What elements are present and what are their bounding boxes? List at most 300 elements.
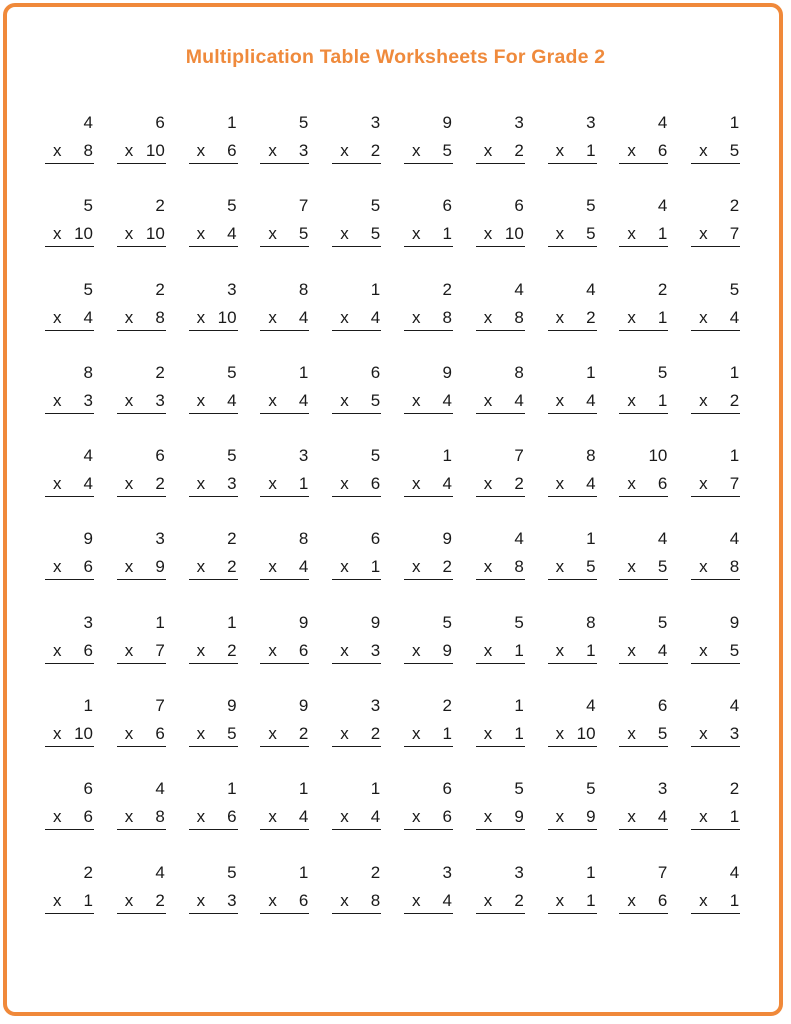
multiplier: 4 [227,224,237,244]
multiplicand: 4 [729,696,740,716]
multiplicand: 3 [514,862,524,882]
multiplier: 1 [370,557,381,577]
multiplicand: 1 [442,446,452,466]
problem-item [619,863,668,946]
problem-item [404,613,453,696]
multiply-sign: x [699,141,708,160]
multiply-sign: x [340,807,349,827]
multiplier: 10 [74,224,93,244]
answer-line [189,141,238,164]
multiplicand: 4 [514,529,524,549]
problem-item [548,529,597,612]
page-title: Multiplication Table Worksheets For Grade 2 [185,46,606,68]
answer-line [45,391,94,414]
multiplicand: 1 [227,779,237,799]
multiplier: 7 [155,640,165,660]
answer-line [189,641,238,664]
multiplicand: 4 [657,196,668,216]
multiply-sign: x [268,390,277,410]
multiplier: 6 [83,557,93,577]
multiplicand: 5 [370,446,381,466]
multiplier: 2 [442,557,452,577]
multiplier: 4 [442,390,452,410]
problem-item [476,280,525,363]
problem-item [691,613,740,696]
answer-line [117,141,166,164]
multiplier: 5 [657,724,668,744]
multiplicand: 5 [298,113,309,132]
multiplier: 1 [586,141,596,160]
answer-line [404,724,453,747]
multiplier: 5 [227,724,237,744]
problem-item [691,280,740,363]
multiplier: 2 [729,390,740,410]
problem-item [332,196,381,279]
multiplier: 3 [155,390,165,410]
multiplicand: 3 [155,529,165,549]
answer-line [117,724,166,747]
multiplier: 1 [586,890,596,910]
multiplier: 8 [155,307,165,327]
multiplicand: 9 [442,529,452,549]
problem-item [691,196,740,279]
multiplicand: 7 [657,862,668,882]
answer-line [619,474,668,497]
multiplicand: 8 [83,362,93,382]
problem-item [476,696,525,779]
multiplier: 2 [370,141,381,160]
multiplier: 4 [586,474,596,494]
multiplicand: 9 [370,612,381,632]
multiplicand: 8 [298,529,309,549]
problem-item [619,196,668,279]
multiplicand: 1 [227,113,237,132]
answer-line [476,141,525,164]
answer-line [189,724,238,747]
problem-item [260,113,309,196]
problem-item [260,196,309,279]
answer-line [45,641,94,664]
multiplier: 6 [298,640,309,660]
answer-line [476,308,525,331]
answer-line [691,474,740,497]
problem-item [476,113,525,196]
multiplier: 4 [442,890,452,910]
problem-item [476,779,525,862]
multiplier: 3 [227,890,237,910]
problem-item [45,113,94,196]
multiply-sign: x [627,557,636,577]
multiplier: 1 [657,390,668,410]
answer-line [691,724,740,747]
multiply-sign: x [196,141,206,160]
multiplier: 6 [298,890,309,910]
multiplicand: 3 [227,279,237,299]
multiply-sign: x [483,890,493,910]
multiply-sign: x [483,474,493,494]
multiply-sign: x [555,890,565,910]
answer-line [332,557,381,580]
problem-item [476,863,525,946]
multiply-sign: x [555,224,565,244]
problem-item [548,446,597,529]
answer-line [691,891,740,914]
problem-item [404,863,453,946]
problem-item [619,363,668,446]
problem-item [45,863,94,946]
problem-item [45,363,94,446]
answer-line [404,891,453,914]
multiply-sign: x [483,724,493,744]
multiply-sign: x [268,224,277,244]
multiply-sign: x [483,807,493,827]
answer-line [45,474,94,497]
multiplier: 4 [586,390,596,410]
multiplier: 5 [729,640,740,660]
problem-item [189,613,238,696]
problem-item [691,863,740,946]
multiplicand: 5 [83,279,93,299]
multiplicand: 8 [514,362,524,382]
multiplier: 5 [370,224,381,244]
problem-item [45,529,94,612]
problem-item [45,196,94,279]
multiplicand: 4 [657,529,668,549]
multiply-sign: x [268,557,277,577]
answer-line [117,807,166,830]
multiplier: 6 [83,640,93,660]
multiply-sign: x [340,640,349,660]
answer-line [548,724,597,747]
answer-line [117,557,166,580]
multiplier: 8 [83,141,93,160]
problem-item [404,696,453,779]
answer-line [45,557,94,580]
answer-line [260,391,309,414]
answer-line [619,308,668,331]
multiplicand: 9 [442,362,452,382]
multiplier: 5 [657,557,668,577]
multiplier: 8 [370,890,381,910]
multiply-sign: x [483,390,493,410]
multiplier: 6 [83,807,93,827]
problem-item [117,696,166,779]
multiply-sign: x [411,890,421,910]
answer-line [332,308,381,331]
multiplier: 1 [586,640,596,660]
answer-line [619,557,668,580]
multiplicand: 5 [586,196,596,216]
multiplicand: 2 [729,196,740,216]
answer-line [332,391,381,414]
multiplicand: 2 [155,362,165,382]
multiplier: 4 [370,807,381,827]
multiplier: 9 [442,640,452,660]
problem-item [189,196,238,279]
problem-item [619,280,668,363]
answer-line [332,141,381,164]
multiplier: 4 [370,307,381,327]
multiplier: 8 [514,307,524,327]
multiply-sign: x [196,307,206,327]
multiply-sign: x [268,141,277,160]
answer-line [476,557,525,580]
multiply-sign: x [196,724,206,744]
problem-item [189,696,238,779]
multiplier: 2 [298,724,309,744]
multiply-sign: x [53,390,62,410]
answer-line [691,308,740,331]
multiply-sign: x [411,224,421,244]
multiplicand: 2 [729,779,740,799]
multiply-sign: x [268,474,277,494]
answer-line [404,141,453,164]
multiplicand: 4 [729,862,740,882]
answer-line [189,891,238,914]
problem-item [548,613,597,696]
multiply-sign: x [555,474,565,494]
answer-line [691,641,740,664]
answer-line [404,391,453,414]
multiply-sign: x [53,224,62,244]
multiplicand: 1 [298,779,309,799]
multiply-sign: x [555,141,565,160]
problem-item [332,613,381,696]
multiplier: 10 [504,224,524,244]
answer-line [332,807,381,830]
answer-line [691,141,740,164]
problem-item [260,446,309,529]
answer-line [260,807,309,830]
answer-line [691,391,740,414]
multiplicand: 3 [370,696,381,716]
multiply-sign: x [196,390,206,410]
multiplicand: 4 [514,279,524,299]
answer-line [619,891,668,914]
multiply-sign: x [411,557,421,577]
multiplicand: 7 [155,696,165,716]
multiplicand: 5 [514,612,524,632]
multiplicand: 2 [657,279,668,299]
multiply-sign: x [124,724,134,744]
multiply-sign: x [627,224,636,244]
multiply-sign: x [699,557,708,577]
problem-item [117,529,166,612]
answer-line [476,474,525,497]
multiplier: 6 [155,724,165,744]
multiply-sign: x [555,390,565,410]
answer-line [45,224,94,247]
problem-item [260,613,309,696]
multiplicand: 3 [83,612,93,632]
multiply-sign: x [340,390,349,410]
answer-line [548,807,597,830]
problem-item [404,446,453,529]
answer-line [548,391,597,414]
problem-item [189,363,238,446]
problem-item [260,696,309,779]
answer-line [404,474,453,497]
multiplier: 4 [729,307,740,327]
answer-line [45,724,94,747]
multiply-sign: x [699,890,708,910]
problem-item [332,529,381,612]
answer-line [476,391,525,414]
problem-item [404,779,453,862]
multiply-sign: x [411,141,421,160]
multiply-sign: x [124,307,134,327]
multiply-sign: x [124,141,134,160]
multiplier: 6 [370,474,381,494]
multiply-sign: x [124,640,134,660]
multiplicand: 7 [514,446,524,466]
multiply-sign: x [483,141,493,160]
multiply-sign: x [53,474,62,494]
problem-grid [45,113,745,946]
answer-line [260,641,309,664]
multiplier: 1 [657,307,668,327]
multiply-sign: x [411,474,421,494]
multiplicand: 5 [657,362,668,382]
multiply-sign: x [483,307,493,327]
multiplicand: 1 [370,779,381,799]
multiplicand: 2 [227,529,237,549]
multiplier: 4 [298,307,309,327]
multiplicand: 6 [657,696,668,716]
problem-item [476,363,525,446]
multiplier: 1 [514,640,524,660]
problem-item [189,280,238,363]
multiplicand: 4 [155,779,165,799]
problem-item [260,363,309,446]
answer-line [619,641,668,664]
problem-item [404,363,453,446]
answer-line [404,557,453,580]
problem-item [332,280,381,363]
problem-item [691,446,740,529]
multiplicand: 1 [227,612,237,632]
multiplicand: 9 [298,696,309,716]
multiply-sign: x [196,557,206,577]
problem-item [332,113,381,196]
multiplier: 6 [657,141,668,160]
problem-item [332,446,381,529]
multiplicand: 1 [586,529,596,549]
multiplier: 2 [155,890,165,910]
multiply-sign: x [53,557,62,577]
multiply-sign: x [53,724,62,744]
answer-line [619,224,668,247]
problem-item [691,529,740,612]
multiplicand: 6 [155,446,165,466]
problem-item [619,613,668,696]
multiply-sign: x [53,640,62,660]
answer-line [404,641,453,664]
multiply-sign: x [411,640,421,660]
multiplier: 9 [155,557,165,577]
multiplicand: 4 [729,529,740,549]
problem-item [548,863,597,946]
multiplier: 3 [83,390,93,410]
multiplier: 1 [729,890,740,910]
problem-item [476,196,525,279]
multiplier: 10 [217,307,237,327]
multiply-sign: x [627,890,636,910]
problem-item [117,363,166,446]
answer-line [332,224,381,247]
multiplicand: 4 [657,113,668,132]
multiplicand: 3 [370,113,381,132]
multiplicand: 6 [83,779,93,799]
multiplier: 1 [442,724,452,744]
answer-line [548,308,597,331]
answer-line [189,224,238,247]
multiply-sign: x [627,390,636,410]
answer-line [45,308,94,331]
multiply-sign: x [627,474,636,494]
answer-line [548,224,597,247]
multiplier: 2 [227,557,237,577]
multiplicand: 2 [155,279,165,299]
problem-item [404,196,453,279]
problem-item [619,779,668,862]
answer-line [332,474,381,497]
problem-item [332,863,381,946]
multiplier: 8 [514,557,524,577]
multiply-sign: x [124,390,134,410]
multiply-sign: x [627,141,636,160]
multiplier: 1 [298,474,309,494]
multiplicand: 1 [586,362,596,382]
multiplicand: 9 [729,612,740,632]
multiplicand: 8 [586,612,596,632]
problem-item [691,363,740,446]
answer-line [189,308,238,331]
multiply-sign: x [699,640,708,660]
problem-item [619,446,668,529]
multiplicand: 6 [442,196,452,216]
multiply-sign: x [411,807,421,827]
multiplier: 8 [729,557,740,577]
multiply-sign: x [555,557,565,577]
answer-line [189,557,238,580]
multiplicand: 1 [729,113,740,132]
multiply-sign: x [411,307,421,327]
multiplier: 10 [576,724,596,744]
multiplier: 7 [729,474,740,494]
problem-item [548,113,597,196]
multiplier: 2 [370,724,381,744]
answer-line [548,141,597,164]
multiply-sign: x [340,474,349,494]
multiplicand: 9 [83,529,93,549]
answer-line [691,224,740,247]
answer-line [260,724,309,747]
multiplier: 6 [657,890,668,910]
multiplier: 6 [657,474,668,494]
multiplier: 1 [83,890,93,910]
problem-item [332,696,381,779]
answer-line [117,391,166,414]
answer-line [691,557,740,580]
multiplier: 7 [729,224,740,244]
problem-item [189,113,238,196]
multiplicand: 1 [586,862,596,882]
multiplier: 5 [370,390,381,410]
multiplicand: 5 [729,279,740,299]
multiplicand: 1 [298,862,309,882]
multiplier: 1 [729,807,740,827]
